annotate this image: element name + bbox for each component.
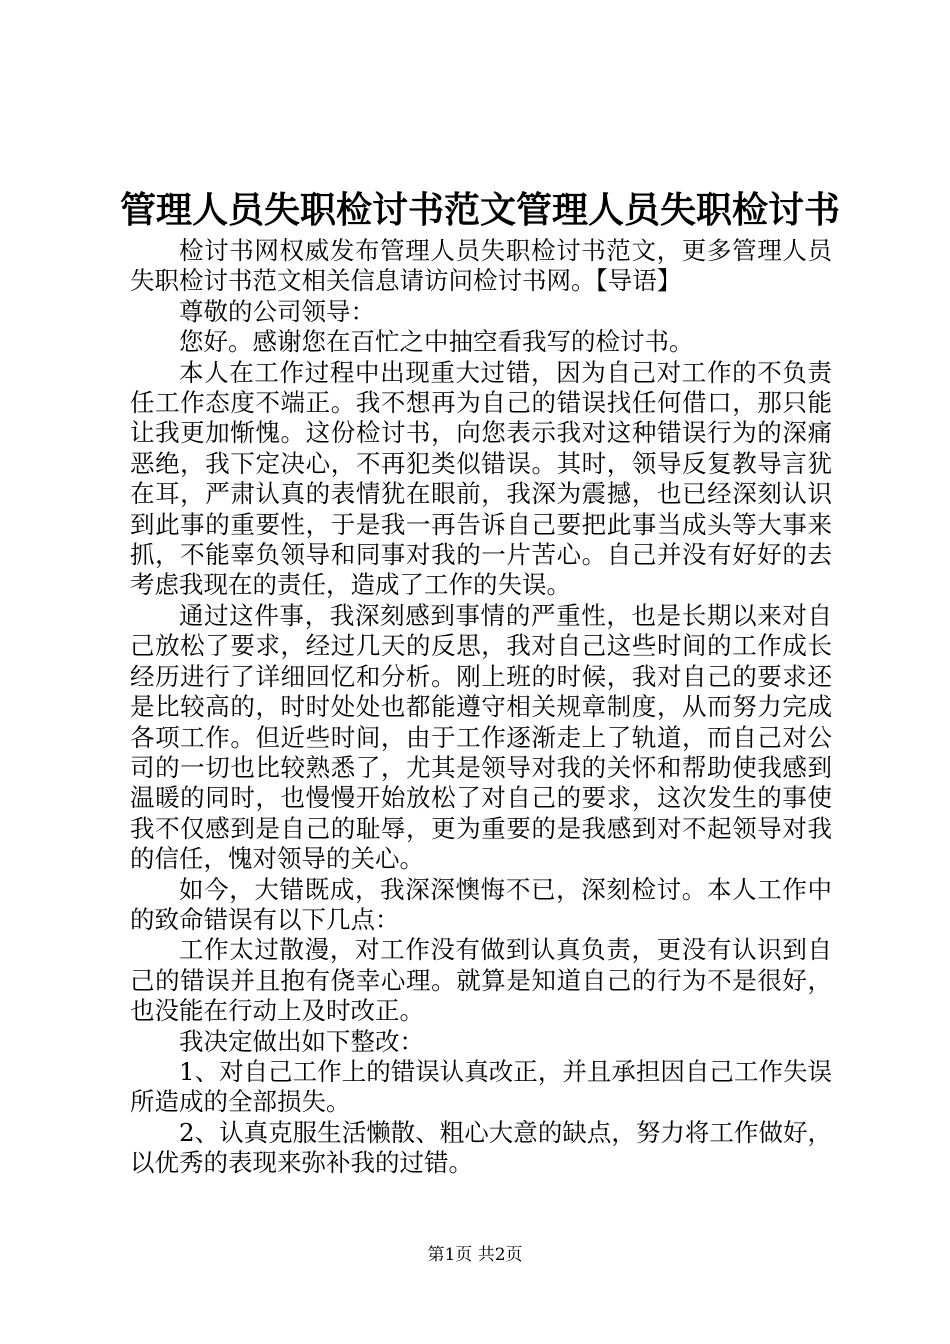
paragraph-greeting: 您好。感谢您在百忙之中抽空看我写的检讨书。 [179, 327, 694, 357]
paragraph-rectification-heading: 我决定做出如下整改： [179, 1026, 424, 1056]
paragraph-intro: 检讨书网权威发布管理人员失职检讨书范文，更多管理人员失职检讨书范文相关信息请访问检讨书网。【导语】 [130, 236, 832, 296]
document-title: 管理人员失职检讨书范文管理人员失职检讨书 [120, 189, 841, 231]
paragraph-faults: 工作太过散漫，对工作没有做到认真负责，更没有认识到自己的错误并且抱有侥幸心理。就算是知道自己的行为不是很好，也没能在行动上及时改正。 [130, 935, 832, 1026]
document-body [130, 236, 832, 1179]
paragraph-rectification-1: 1、对自己工作上的错误认真改正，并且承担因自己工作失误所造成的全部损失。 [130, 1056, 832, 1117]
paragraph-mistake: 本人在工作过程中出现重大过错，因为自己对工作的不负责任工作态度不端正。我不想再为自己的错误找任何借口，那只能让我更加惭愧。这份检讨书，向您表示我对这种错误行为的深痛恶绝，我下定决心，不再犯类似错误。其时，领导反复教导言犹在耳，严肃认真的表情犹在眼前，我深为震撼，也已经深刻认识到此事的重要性，于是我一再告诉自己要把此事当成头等大事来抓，不能辜负领导和同事对我的一片苦心。自己并没有好好的去考虑我现在的责任，造成了工作的失误。 [130, 357, 832, 600]
paragraph-rectification-2: 2、认真克服生活懒散、粗心大意的缺点，努力将工作做好，以优秀的表现来弥补我的过错。 [130, 1117, 832, 1178]
page-footer: 第1页 共2页 [427, 1245, 523, 1265]
paragraph-regret: 如今，大错既成，我深深懊悔不已，深刻检讨。本人工作中的致命错误有以下几点： [130, 874, 832, 934]
paragraph-salutation: 尊敬的公司领导： [179, 296, 375, 326]
paragraph-reflection: 通过这件事，我深刻感到事情的严重性，也是长期以来对自己放松了要求，经过几天的反思，我对自己这些时间的工作成长经历进行了详细回忆和分析。刚上班的时候，我对自己的要求还是比较高的，时时处处也都能遵守相关规章制度，从而努力完成各项工作。但近些时间，由于工作逐渐走上了轨道，而自己对公司的一切也比较熟悉了，尤其是领导对我的关怀和帮助使我感到温暖的同时，也慢慢开始放松了对自己的要求，这次发生的事使我不仅感到是自己的耻辱，更为重要的是我感到对不起领导对我的信任，愧对领导的关心。 [130, 600, 832, 874]
